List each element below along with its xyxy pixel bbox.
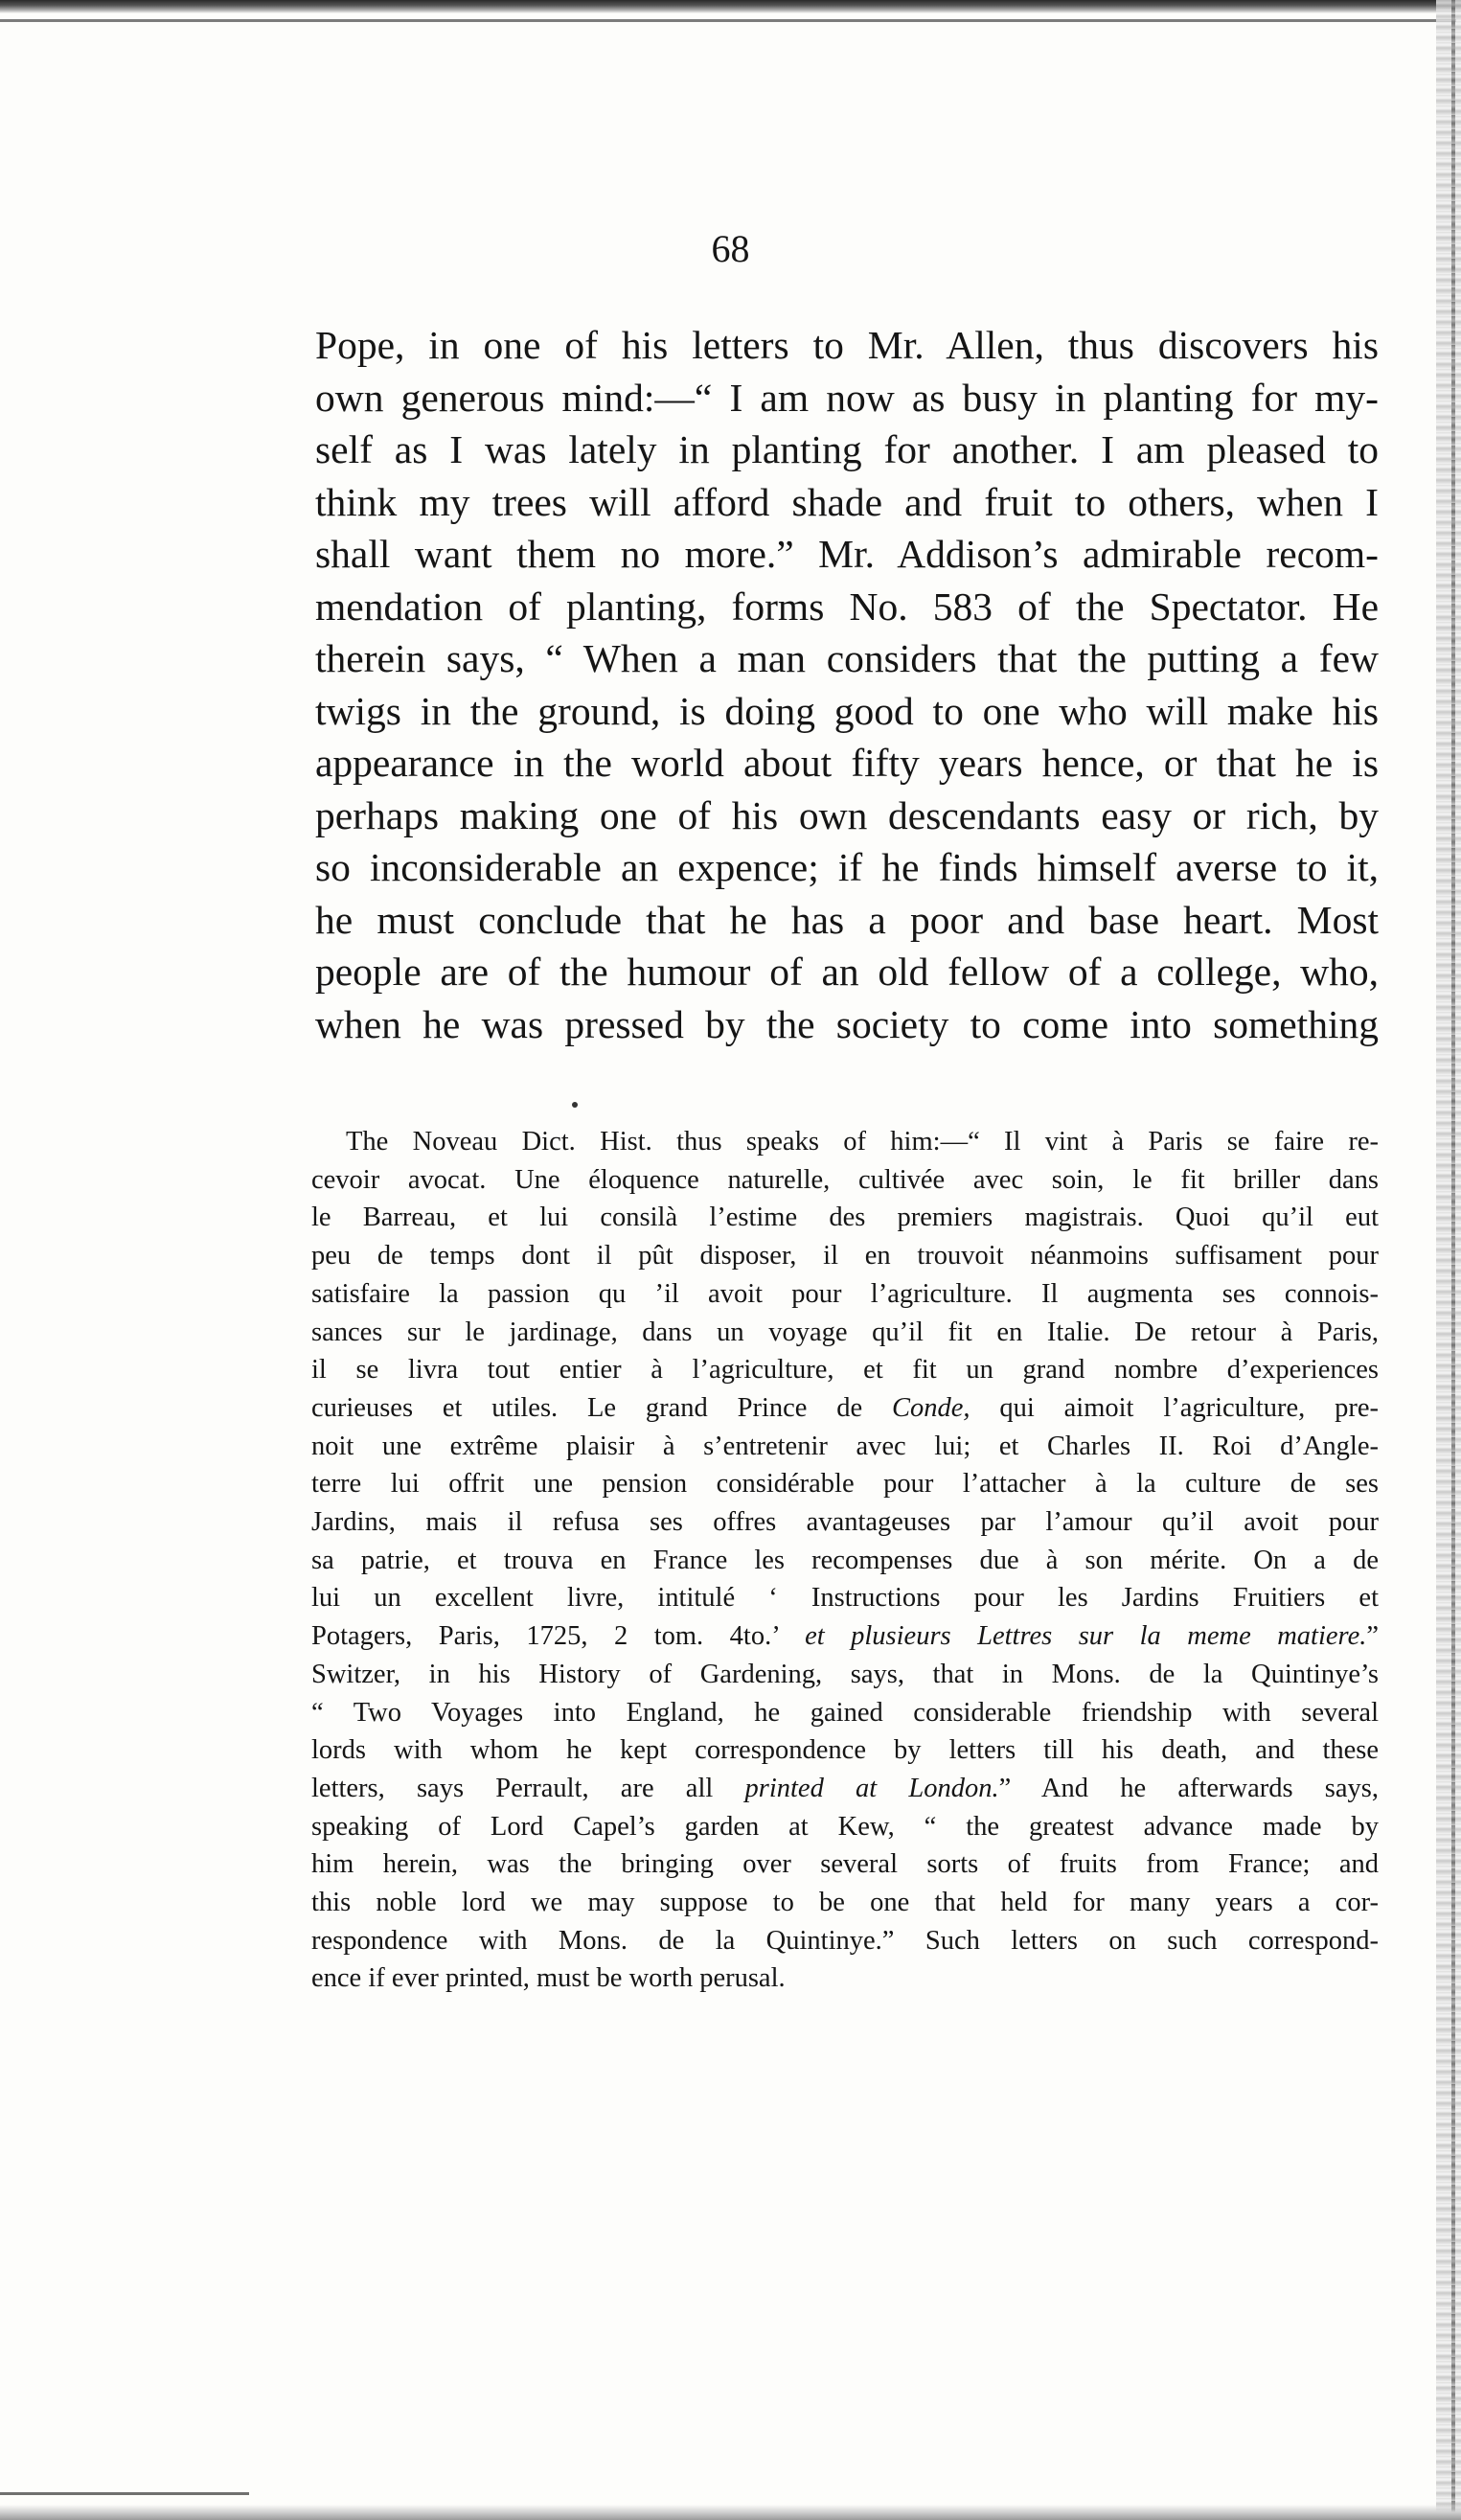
footnote-separator-dot xyxy=(572,1102,578,1108)
body-line: shall want them no more.” Mr. Addison’s admirable recom- xyxy=(315,532,1379,576)
footnote-text: qui aimoit l’agriculture, pre- xyxy=(970,1392,1380,1423)
footnote-line: terre lui offrit une pension considérable pour l’attacher à la culture de ses xyxy=(311,1469,1379,1500)
footnote xyxy=(311,1123,1379,1998)
body-line: think my trees will afford shade and fruit to others, when I xyxy=(315,479,1379,524)
scan-edge-right-rule xyxy=(1451,0,1455,2520)
footnote-text: ” And he afterwards says, xyxy=(998,1773,1379,1803)
footnote-line: il se livra tout entier à l’agriculture, et fit un grand nombre d’experiences xyxy=(311,1355,1379,1386)
footnote-line: speaking of Lord Capel’s garden at Kew, “ the greatest advance made by xyxy=(311,1811,1379,1842)
body-line: perhaps making one of his own descendants easy or rich, by xyxy=(315,792,1379,837)
footnote-line xyxy=(311,1389,1379,1428)
footnote-text: Potagers, Paris, 1725, 2 tom. 4to.’ xyxy=(311,1621,806,1652)
body-text xyxy=(315,319,1379,1050)
footnote-line: Jardins, mais il refusa ses offres avantageuses par l’amour qu’il avoit pour xyxy=(311,1507,1379,1538)
scan-edge-top xyxy=(0,0,1461,13)
body-line: self as I was lately in planting for another. I am pleased to xyxy=(315,427,1379,471)
body-line: so inconsiderable an expence; if he finds himself averse to it, xyxy=(315,845,1379,889)
footnote-italic-text: printed at London. xyxy=(744,1773,999,1803)
body-line: twigs in the ground, is doing good to one who will make his xyxy=(315,688,1379,733)
body-line: therein says, “ When a man considers that the putting a few xyxy=(315,636,1379,680)
footnote-line: sa patrie, et trouva en France les recompenses due à son mérite. On a de xyxy=(311,1545,1379,1575)
body-line: mendation of planting, forms No. 583 of the Spectator. He xyxy=(315,584,1379,629)
footnote-italic-text: et plusieurs Lettres sur la meme matiere. xyxy=(805,1621,1367,1652)
scan-edge-top-rule xyxy=(0,19,1456,22)
footnote-line: noit une extrême plaisir à s’entretenir avec lui; et Charles II. Roi d’Angle- xyxy=(311,1431,1379,1461)
footnote-text: letters, says Perrault, are all xyxy=(311,1773,745,1803)
body-line: when he was pressed by the society to come into something xyxy=(315,1001,1379,1046)
body-line: appearance in the world about fifty years hence, or that he is xyxy=(315,741,1379,785)
footnote-line: le Barreau, et lui consilà l’estime des premiers magistrais. Quoi qu’il eut xyxy=(311,1203,1379,1233)
scan-edge-bottom-rule xyxy=(0,2492,249,2495)
footnote-line: satisfaire la passion qu ’il avoit pour l’agriculture. Il augmenta ses connois- xyxy=(311,1278,1379,1309)
footnote-line: this noble lord we may suppose to be one that held for many years a cor- xyxy=(311,1888,1379,1918)
footnote-line: him herein, was the bringing over several sorts of fruits from France; and xyxy=(311,1849,1379,1880)
page-number: 68 xyxy=(711,227,750,270)
scan-edge-right xyxy=(1436,0,1461,2520)
footnote-line: lui un excellent livre, intitulé ‘ Instructions pour les Jardins Fruitiers et xyxy=(311,1583,1379,1614)
footnote-line: sances sur le jardinage, dans un voyage qu’il fit en Italie. De retour à Paris, xyxy=(311,1317,1379,1347)
footnote-line: lords with whom he kept correspondence by letters till his death, and these xyxy=(311,1735,1379,1766)
footnote-line: cevoir avocat. Une éloquence naturelle, cultivée avec soin, le fit briller dans xyxy=(311,1164,1379,1195)
footnote-line xyxy=(311,1617,1379,1656)
footnote-line: The Noveau Dict. Hist. thus speaks of him:—“ Il vint à Paris se faire re- xyxy=(346,1127,1379,1157)
body-line: own generous mind:—“ I am now as busy in planting for my- xyxy=(315,375,1379,420)
scan-edge-bottom xyxy=(0,2505,1461,2520)
footnote-line: Switzer, in his History of Gardening, says, that in Mons. de la Quintinye’s xyxy=(311,1659,1379,1689)
footnote-line: respondence with Mons. de la Quintinye.” Such letters on such correspond- xyxy=(311,1925,1379,1956)
footnote-italic-text: Conde, xyxy=(892,1392,970,1423)
footnote-line xyxy=(311,1770,1379,1808)
body-line: he must conclude that he has a poor and base heart. Most xyxy=(315,897,1379,942)
footnote-line: peu de temps dont il pût disposer, il en trouvoit néanmoins suffisament pour xyxy=(311,1241,1379,1271)
body-line: Pope, in one of his letters to Mr. Allen, thus discovers his xyxy=(315,323,1379,367)
footnote-text: curieuses et utiles. Le grand Prince de xyxy=(311,1392,893,1423)
footnote-line: ence if ever printed, must be worth perusal. xyxy=(311,1963,786,1994)
footnote-line: “ Two Voyages into England, he gained considerable friendship with several xyxy=(311,1697,1379,1728)
footnote-text: ” xyxy=(1366,1621,1379,1652)
body-line: people are of the humour of an old fellow of a college, who, xyxy=(315,950,1379,994)
